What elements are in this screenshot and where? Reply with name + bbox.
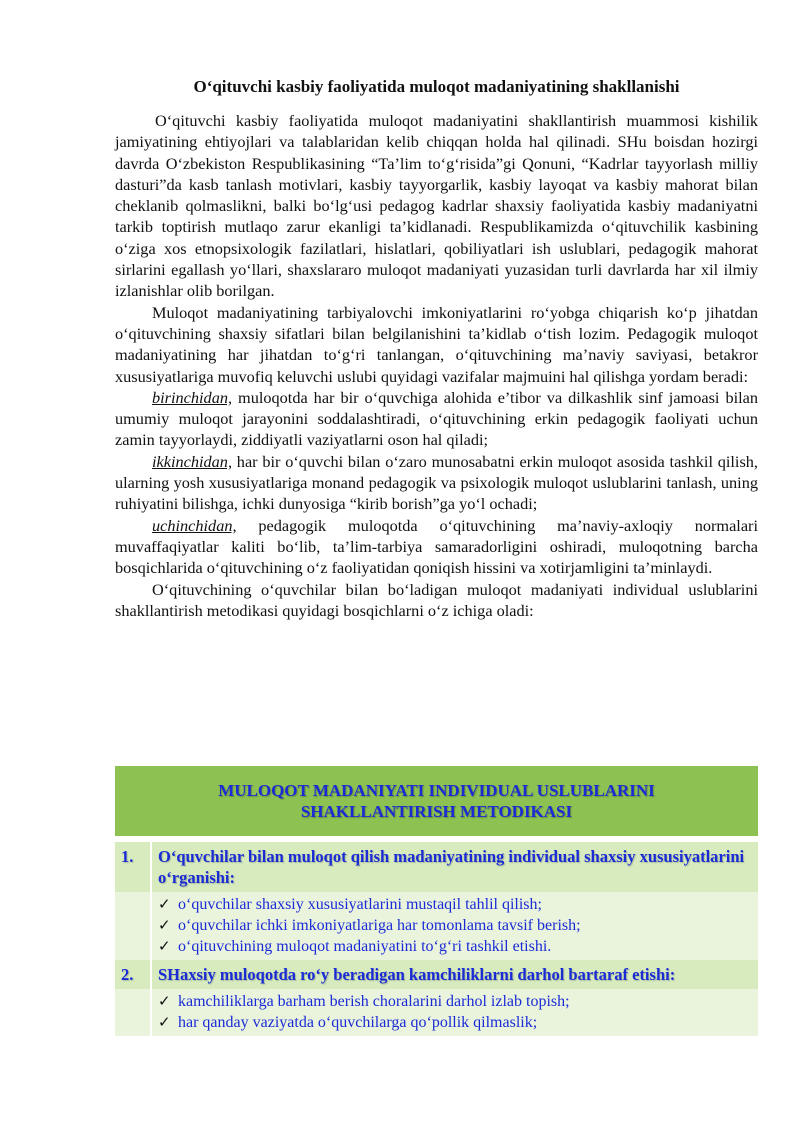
paragraph-3-text: muloqotda har bir o‘quvchiga alohida e’tibor va dilkashlik sinf jamoasi bilan umumiy muloqot jarayonini soddalashtiradi, o‘qituvchining erkin pedagogik faoliyati uchun zamin tayyorlaydi, ziddiyatli vaziyatlarni oson hal qiladi; [115,387,758,450]
list-item [158,894,752,915]
paragraph-5 [115,515,758,579]
table-header-row [115,766,758,836]
paragraph-5-text: pedagogik muloqotda o‘qituvchining ma’naviy-axloqiy normalari muvaffaqiyatlar kaliti bo‘lib, ta’lim-tarbiya samaradorligini oshiradi, muloqotning barcha bosqichlarida o‘qituvchining o‘z faoliyatidan qoniqish hissini va xotirjamligini ta’minlaydi. [115,515,758,578]
step-1-items [151,892,758,960]
table-header-line-1: MULOQOT MADANIYATI INDIVIDUAL USLUBLARINI [218,781,655,800]
step-2-items-row [115,989,758,1036]
keyword-uchinchidan: uchinchidan, [152,515,237,535]
list-item-text: o‘quvchilar ichki imkoniyatlariga har tomonlama tavsif berish; [178,917,581,934]
list-item-text: o‘qituvchining muloqot madaniyatini to‘g‘ri tashkil etishi. [178,938,552,955]
document-body [115,76,758,621]
list-item-text: har qanday vaziyatda o‘quvchilarga qo‘pollik qilmaslik; [178,1014,538,1031]
paragraph-6: O‘qituvchining o‘quvchilar bilan bo‘ladigan muloqot madaniyati individual uslublarini shakllantirish metodikasi quyidagi bosqichlarni o‘z ichiga oladi: [115,579,758,620]
table-header-line-2: SHAKLLANTIRISH METODIKASI [300,802,573,821]
methodology-table [115,766,758,1036]
checkmark-icon: ✓ [158,937,171,955]
step-1-number: 1. [115,842,151,892]
step-2-row [115,960,758,989]
step-1-items-row [115,892,758,960]
keyword-birinchidan: birinchidan, [152,387,233,407]
paragraph-4-text: har bir o‘quvchi bilan o‘zaro munosabatni erkin muloqot asosida tashkil qilish, ularning yosh xususiyatlariga monand pedagogik va psixologik muloqot uslublarini tanlash, uning ruhiyatini bilishga, ichki dunyosiga “kirib borish”ga yo‘l ochadi; [115,451,758,514]
table-header [115,766,758,836]
step-1-row [115,842,758,892]
paragraph-4 [115,451,758,515]
checkmark-icon: ✓ [158,916,171,934]
keyword-ikkinchidan: ikkinchidan, [152,451,233,471]
list-item [158,991,752,1012]
step-2-title: SHaxsiy muloqotda ro‘y beradigan kamchiliklarni darhol bartaraf etishi: [151,960,758,989]
list-item-text: o‘quvchilar shaxsiy xususiyatlarini mustaqil tahlil qilish; [178,896,542,913]
list-item-text: kamchiliklarga barham berish choralarini darhol izlab topish; [178,993,570,1010]
paragraph-1: O‘qituvchi kasbiy faoliyatida muloqot madaniyatini shakllantirish muammosi kishilik jamiyatining ehtiyojlari va talablaridan kelib chiqqan holda hal qilinadi. SHu boisdan hozirgi davrda O‘zbekiston Respublikasining “Ta’lim to‘g‘risida”gi Qonuni, “Kadrlar tayyorlash milliy dasturi”da kasb tanlash motivlari, kasbiy tayyorgarlik, kasbiy layoqat va kasbiy mahorat bilan cheklanib qolmaslikni, balki bo‘lg‘usi pedagog kadrlar shaxsiy faoliyatida kasbiy madaniyatni tarkib toptirish mutlaqo zarur ekanligi ta’kidlanadi. Respublikamizda o‘qituvchilik kasbining o‘ziga xos etnopsixologik fazilatlari, hislatlari, qobiliyatlari ish uslublari, pedagogik mahorat sirlarini egallash yo‘llari, shaxslararo muloqot madaniyati yuzasidan turli davrlarda har xil ilmiy izlanishlar olib borilgan. [115,111,758,301]
list-item [158,915,752,936]
step-1-title: O‘quvchilar bilan muloqot qilish madaniyatining individual shaxsiy xususiyatlarini o‘rganishi: [151,842,758,892]
checkmark-icon: ✓ [158,992,171,1010]
checkmark-icon: ✓ [158,895,171,913]
paragraph-2: Muloqot madaniyatining tarbiyalovchi imkoniyatlarini ro‘yobga chiqarish ko‘p jihatdan o‘qituvchining shaxsiy sifatlari bilan belgilanishini ta’kidlab o‘tish lozim. Pedagogik muloqot madaniyatining har jihatdan to‘g‘ri tanlangan, o‘qituvchining ma’naviy saviyasi, betakror xususiyatlariga muvofiq keluvchi uslubi quyidagi vazifalar majmuini hal qilishga yordam beradi: [115,302,758,386]
paragraph-3 [115,387,758,451]
step-2-number: 2. [115,960,151,989]
list-item [158,1012,752,1033]
list-item [158,936,752,957]
step-2-items [151,989,758,1036]
document-title: O‘qituvchi kasbiy faoliyatida muloqot madaniyatining shakllanishi [193,77,680,96]
checkmark-icon: ✓ [158,1013,171,1031]
